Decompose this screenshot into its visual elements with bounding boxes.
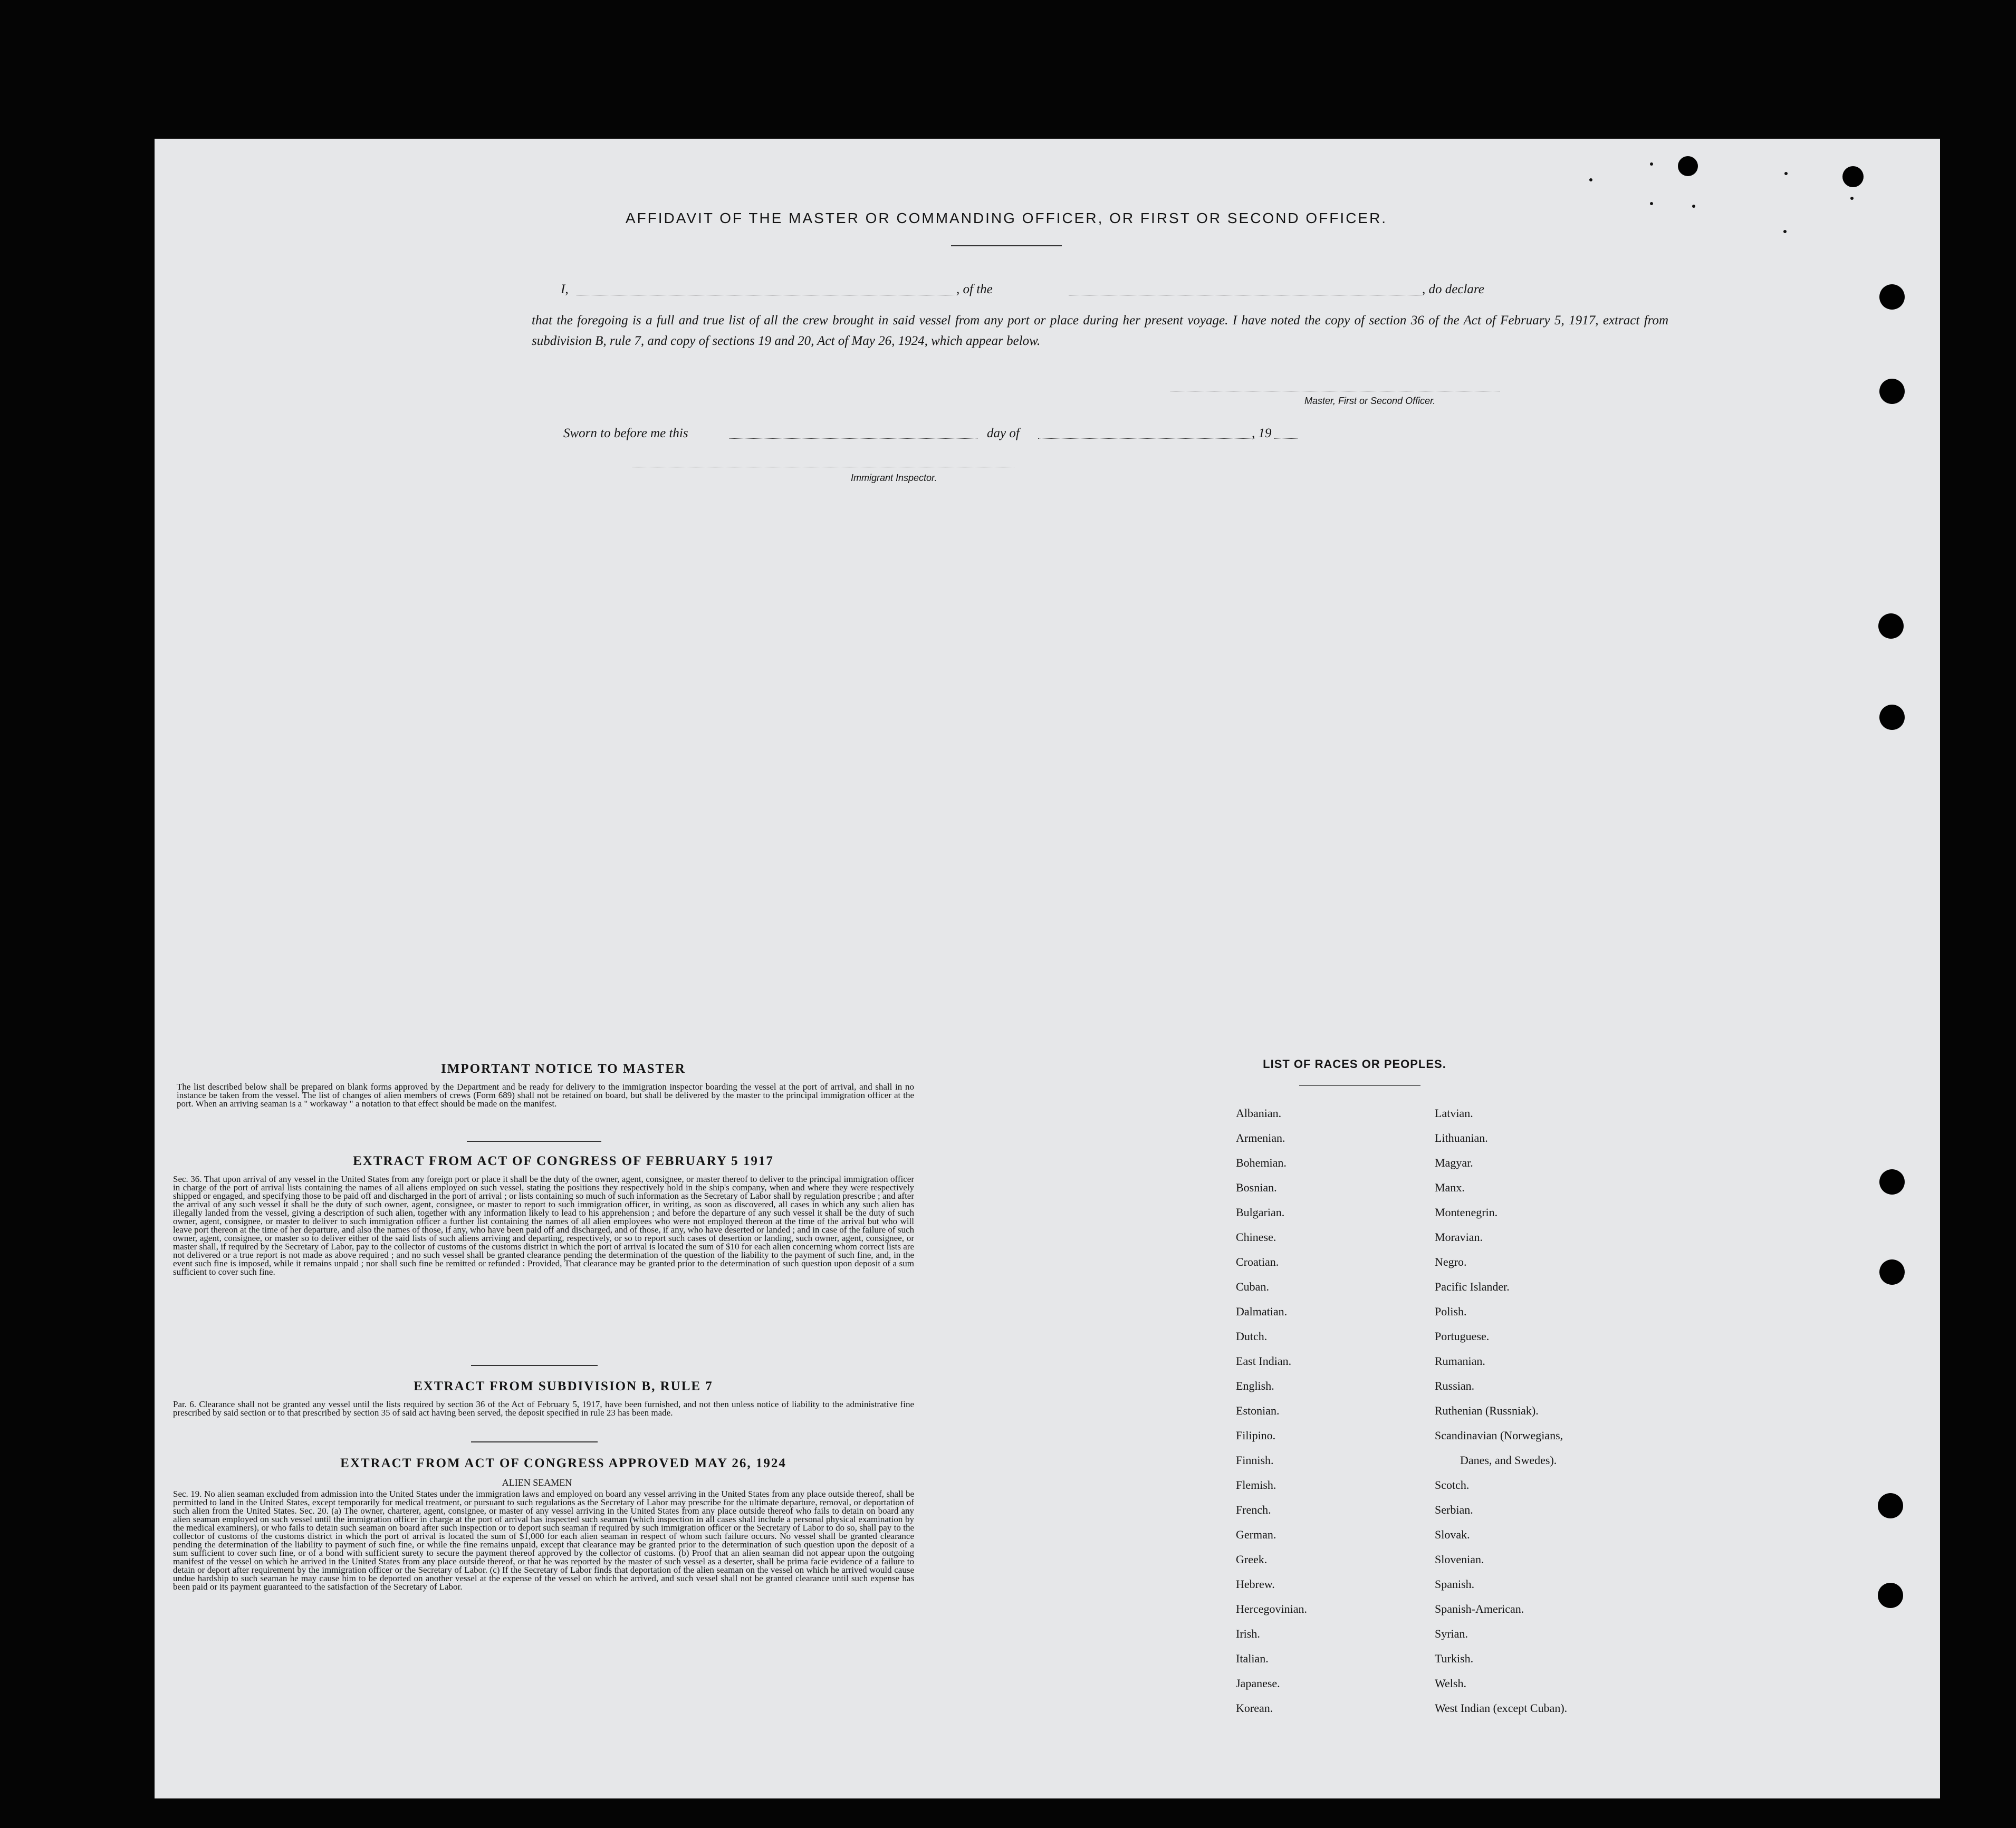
extract-1924-text: Sec. 19. No alien seaman excluded from admission into the United States under the immigration laws and employed on board any vessel arriving in the United States from any place outside thereof, shall be permitted to land in the United States, except temporarily for medical treatment, or pursuant to such regulations as the Secretary of Labor may prescribe for the ultimate departure, removal, or deportation of such alien from the United States. Sec. 20. (a) The owner, charterer, agent, consignee, or master of any vessel arriving in the United States from any place outside thereof who fails to detain on board any alien seaman employed on such vessel until the immigration officer in charge at the port of arrival has inspected such seaman (which inspection in all cases shall include a personal physical examination by the medical examiners), or who fails to detain such seaman on board after such inspection or to deport such seaman if required by such immigration officer or the Secretary of Labor to do so, shall pay to the collector of customs of the customs district in which the port of arrival is located the sum of $1,000 for each alien seaman in respect of whom such failure occurs. No vessel shall be granted clearance pending the determination of the liability to payment of such fine, or while the fine remains unpaid, except that clearance may be granted prior to the determination of such question upon the deposit of a sum sufficient to cover such fine, or of a bond with sufficient surety to secure the payment thereof approved by the collector of customs. (b) Proof that an alien seaman did not appear upon the outgoing manifest of the vessel on which he arrived in the United States from any place outside thereof, or that he was reported by the master of such vessel as a deserter, shall be prima facie evidence of a failure to detain or deport after requirement by the immigration officer or the Secretary of Labor. (c) If the Secretary of Labor finds that deportation of the alien seaman on the vessel on which he arrived would cause undue hardship to such seaman he may cause him to be deported on another vessel at the expense of the vessel on which he arrived, and such vessel shall not be granted clearance until such expense has been paid or its payment guaranteed to the satisfaction of the Secretary of Labor. [173, 1489, 914, 1592]
year-blank[interactable] [1274, 438, 1298, 439]
affidavit-i-label: I, [561, 282, 569, 296]
notice-title: IMPORTANT NOTICE TO MASTER [441, 1062, 686, 1076]
race-item: Welsh. [1435, 1677, 1466, 1690]
year-prefix: , 19 [1252, 426, 1272, 440]
extract-1917-divider [471, 1365, 598, 1366]
punch-hole [1879, 284, 1905, 310]
race-item: West Indian (except Cuban). [1435, 1701, 1568, 1715]
race-item: Lithuanian. [1435, 1131, 1488, 1144]
speck [1650, 202, 1653, 205]
punch-hole [1879, 1259, 1905, 1285]
speck [1783, 230, 1787, 233]
day-of-label: day of [987, 426, 1020, 440]
punch-hole [1842, 166, 1864, 187]
extract-1924-title: EXTRACT FROM ACT OF CONGRESS APPROVED MAY 26, 1924 [340, 1456, 786, 1470]
race-item: Flemish. [1236, 1478, 1276, 1492]
race-item: Spanish. [1435, 1577, 1475, 1591]
race-item: Negro. [1435, 1255, 1467, 1268]
race-item: Bulgarian. [1236, 1206, 1285, 1219]
punch-hole [1879, 705, 1905, 730]
race-item: Bosnian. [1236, 1181, 1277, 1194]
race-item: Irish. [1236, 1627, 1260, 1640]
race-item: Estonian. [1236, 1404, 1280, 1417]
speck [1589, 178, 1592, 181]
speck [1850, 197, 1854, 200]
sworn-month-blank[interactable] [1038, 438, 1254, 439]
race-item: Pacific Islander. [1435, 1280, 1510, 1293]
subdivision-divider [471, 1441, 598, 1442]
race-item: Cuban. [1236, 1280, 1269, 1293]
punch-hole [1879, 1169, 1905, 1195]
race-item: Scandinavian (Norwegians, [1435, 1429, 1563, 1442]
subdivision-title: EXTRACT FROM SUBDIVISION B, RULE 7 [414, 1379, 713, 1393]
race-item: Portuguese. [1435, 1330, 1490, 1343]
extract-1917-text: Sec. 36. That upon arrival of any vessel in the United States from any foreign port or place it shall be the duty of the owner, agent, consignee, or master thereof to deliver to the principal immigration officer in charge of the port of arrival lists containing the names of all aliens employed on such vessel, stating the positions they respectively hold in the ship's company, when and where they were respectively shipped or engaged, and specifying those to be paid off and discharged in the port of arrival ; or lists containing so much of such information as the Secretary of Labor shall by regulation prescribe ; and after the arrival of any such vessel it shall be the duty of such owner, agent, consignee, or master to report to such immigration officer, in writing, as soon as discovered, all cases in which any such alien has illegally landed from the vessel, giving a description of such alien, together with any information likely to lead to his apprehension ; and before the departure of any such vessel it shall be the duty of such owner, agent, consignee, or master to deliver to such immigration officer a further list containing the names of all alien employees who were not employed thereon at the time of the arrival but who will leave port thereon at the time of her departure, and also the names of those, if any, who have been paid off and discharged, and of those, if any, who have deserted or landed ; and in case of the failure of such owner, agent, consignee, or master so to deliver either of the said lists of such aliens arriving and departing, respectively, or so to report such cases of desertion or landing, such owner, agent, consignee, or master shall, if required by the Secretary of Labor, pay to the collector of customs of the customs district in which the port of arrival is located the sum of $10 for each alien concerning whom correct lists are not delivered or a true report is not made as above required ; and no such vessel shall be granted clearance pending the determination of the question of the liability to the payment of such fine, and, in the event such fine is imposed, while it remains unpaid ; nor shall such fine be remitted or refunded : Provided, That clearance may be granted prior to the determination of such question upon deposit of a sum sufficient to cover such fine. [173, 1174, 914, 1277]
sworn-day-blank[interactable] [729, 438, 977, 439]
race-item: French. [1236, 1503, 1271, 1516]
races-divider [1299, 1085, 1420, 1086]
race-item: Dutch. [1236, 1330, 1268, 1343]
race-item: East Indian. [1236, 1354, 1292, 1368]
race-item: German. [1236, 1528, 1276, 1541]
affidavit-body: that the foregoing is a full and true list of all the crew brought in said vessel from any port or place during her present voyage. I have noted the copy of section 36 of the Act of February 5, 1917, extract from subdivision B, rule 7, and copy of sections 19 and 20, Act of May 26, 1924, which appear below. [532, 313, 1668, 348]
punch-hole [1878, 1583, 1903, 1608]
race-item: Polish. [1435, 1305, 1467, 1318]
race-item: Finnish. [1236, 1454, 1274, 1467]
extract-1924-subtitle: ALIEN SEAMEN [502, 1477, 572, 1488]
punch-hole [1879, 379, 1905, 404]
affidavit-of-the: , of the [956, 282, 993, 296]
affidavit-title: AFFIDAVIT OF THE MASTER OR COMMANDING OFFICER, OR FIRST OR SECOND OFFICER. [625, 210, 1388, 226]
race-item: Scotch. [1435, 1478, 1470, 1492]
race-item: Latvian. [1435, 1107, 1473, 1120]
race-item: Spanish-American. [1435, 1602, 1524, 1615]
race-item: Italian. [1236, 1652, 1269, 1665]
affidavit-do-declare: , do declare [1422, 282, 1484, 296]
speck [1784, 172, 1788, 175]
speck [1692, 205, 1695, 208]
race-item: Hebrew. [1236, 1577, 1275, 1591]
notice-text: The list described below shall be prepared on blank forms approved by the Department and be ready for delivery to the immigration inspector boarding the vessel at the port of arrival, and shall in no instance be taken from the vessel. The list of changes of alien members of crews (Form 689) shall not be retained on board, but shall be delivered by the master to the principal immigration officer at the port. When an arriving seaman is a " workaway " a notation to that effect should be made on the manifest. [177, 1082, 914, 1109]
race-item: Hercegovinian. [1236, 1602, 1307, 1615]
race-item: Albanian. [1236, 1107, 1282, 1120]
notice-divider [467, 1141, 601, 1142]
race-item: Danes, and Swedes). [1460, 1454, 1557, 1467]
race-item: Manx. [1435, 1181, 1465, 1194]
race-item: Russian. [1435, 1379, 1475, 1392]
punch-hole [1878, 613, 1904, 639]
race-item: Dalmatian. [1236, 1305, 1288, 1318]
race-item: Serbian. [1435, 1503, 1473, 1516]
punch-hole [1878, 1493, 1903, 1518]
punch-hole [1678, 156, 1698, 176]
title-divider [951, 245, 1062, 246]
inspector-caption: Immigrant Inspector. [851, 473, 937, 483]
race-item: Ruthenian (Russniak). [1435, 1404, 1539, 1417]
race-item: Filipino. [1236, 1429, 1276, 1442]
extract-1917-title: EXTRACT FROM ACT OF CONGRESS OF FEBRUARY 5 1917 [353, 1154, 774, 1168]
subdivision-text: Par. 6. Clearance shall not be granted any vessel until the lists required by section 36 of the Act of February 5, 1917, have been furnished, and not then unless notice of liability to the administrative fine prescribed by said section or to that prescribed by section 35 of said act having been served, the deposit specified in rule 23 has been made. [173, 1399, 914, 1418]
race-item: Rumanian. [1435, 1354, 1485, 1368]
race-item: Chinese. [1236, 1230, 1276, 1244]
speck [1650, 162, 1653, 166]
sworn-label: Sworn to before me this [563, 426, 688, 440]
race-item: Moravian. [1435, 1230, 1483, 1244]
race-item: Turkish. [1435, 1652, 1474, 1665]
race-item: Slovenian. [1435, 1553, 1484, 1566]
race-item: Croatian. [1236, 1255, 1279, 1268]
race-item: Armenian. [1236, 1131, 1285, 1144]
race-item: Japanese. [1236, 1677, 1280, 1690]
officer-signature-caption: Master, First or Second Officer. [1304, 396, 1436, 406]
race-item: Montenegrin. [1435, 1206, 1498, 1219]
race-item: Bohemian. [1236, 1156, 1287, 1169]
race-item: Slovak. [1435, 1528, 1470, 1541]
race-item: English. [1236, 1379, 1274, 1392]
manifest-sheet [155, 139, 1940, 1798]
race-item: Syrian. [1435, 1627, 1468, 1640]
race-item: Korean. [1236, 1701, 1273, 1715]
race-item: Greek. [1236, 1553, 1268, 1566]
races-title: LIST OF RACES OR PEOPLES. [1263, 1057, 1446, 1071]
race-item: Magyar. [1435, 1156, 1473, 1169]
